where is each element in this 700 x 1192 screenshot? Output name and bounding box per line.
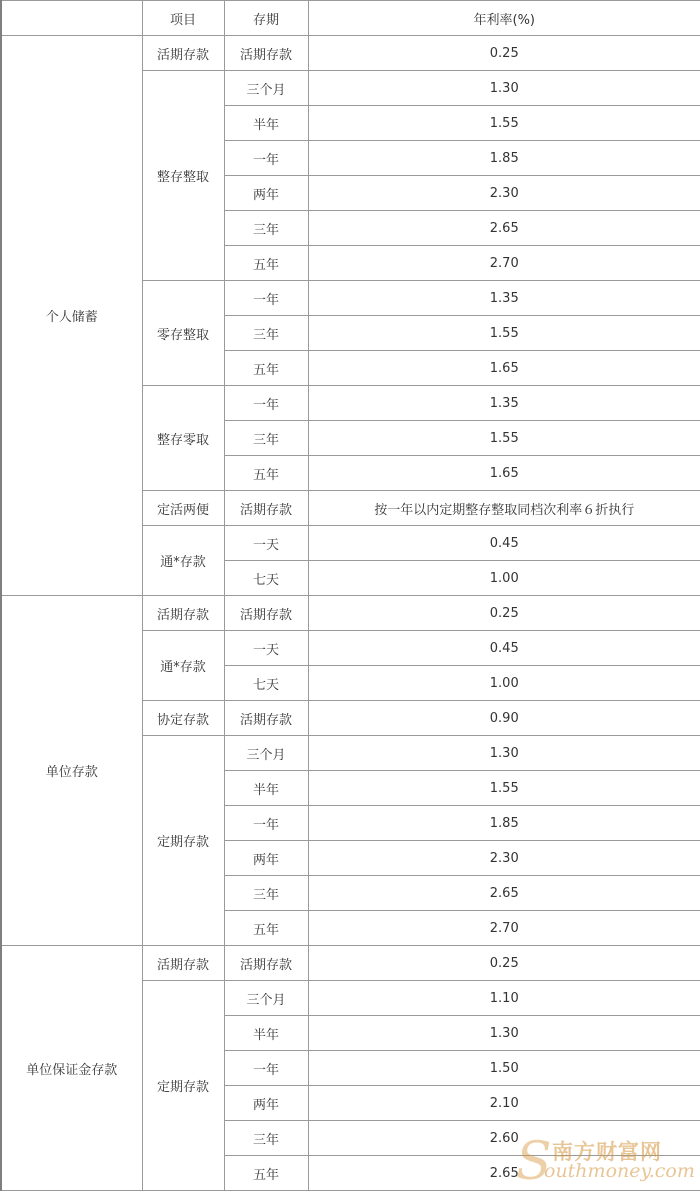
rate-cell: 1.00 <box>308 561 700 596</box>
rate-cell: 2.60 <box>308 1121 700 1156</box>
term-cell: 一年 <box>224 1051 308 1086</box>
rate-cell: 1.00 <box>308 666 700 701</box>
rate-cell: 1.35 <box>308 386 700 421</box>
table-header-row <box>1 1 700 36</box>
rate-cell: 1.55 <box>308 421 700 456</box>
rate-cell: 1.50 <box>308 1051 700 1086</box>
term-cell: 三个月 <box>224 736 308 771</box>
term-cell: 七天 <box>224 666 308 701</box>
term-cell: 三个月 <box>224 71 308 106</box>
term-cell: 三年 <box>224 211 308 246</box>
rate-cell: 0.25 <box>308 946 700 981</box>
term-cell: 七天 <box>224 561 308 596</box>
header-item: 项目 <box>142 1 224 36</box>
rate-cell: 2.65 <box>308 211 700 246</box>
rate-cell: 0.25 <box>308 36 700 71</box>
term-cell: 一年 <box>224 806 308 841</box>
group-name-cell: 单位存款 <box>1 596 142 946</box>
subgroup-name-cell: 活期存款 <box>142 596 224 631</box>
rate-cell: 0.25 <box>308 596 700 631</box>
term-cell: 三年 <box>224 421 308 456</box>
watermark-cn: 南方财富网 <box>552 1139 662 1164</box>
term-cell: 一年 <box>224 281 308 316</box>
rate-cell: 1.10 <box>308 981 700 1016</box>
subgroup-name-cell: 通*存款 <box>142 631 224 701</box>
table-row <box>1 36 700 71</box>
rate-cell: 0.45 <box>308 631 700 666</box>
term-cell: 三年 <box>224 1121 308 1156</box>
rate-cell: 1.65 <box>308 351 700 386</box>
term-cell: 两年 <box>224 176 308 211</box>
subgroup-name-cell: 活期存款 <box>142 36 224 71</box>
term-cell: 五年 <box>224 456 308 491</box>
rate-cell: 1.55 <box>308 316 700 351</box>
group-name-cell: 个人储蓄 <box>1 36 142 596</box>
term-cell: 活期存款 <box>224 596 308 631</box>
rate-cell: 2.30 <box>308 176 700 211</box>
subgroup-name-cell: 定期存款 <box>142 981 224 1191</box>
term-cell: 活期存款 <box>224 701 308 736</box>
subgroup-name-cell: 活期存款 <box>142 946 224 981</box>
rate-cell: 1.30 <box>308 1016 700 1051</box>
term-cell: 活期存款 <box>224 946 308 981</box>
rate-cell: 1.35 <box>308 281 700 316</box>
term-cell: 五年 <box>224 1156 308 1191</box>
term-cell: 半年 <box>224 1016 308 1051</box>
rate-cell: 2.30 <box>308 841 700 876</box>
term-cell: 五年 <box>224 351 308 386</box>
term-cell: 一年 <box>224 386 308 421</box>
rate-cell: 1.55 <box>308 106 700 141</box>
subgroup-name-cell: 协定存款 <box>142 701 224 736</box>
rate-cell: 0.90 <box>308 701 700 736</box>
rate-cell: 1.55 <box>308 771 700 806</box>
rate-cell: 1.30 <box>308 736 700 771</box>
term-cell: 两年 <box>224 1086 308 1121</box>
watermark-initial: S <box>516 1132 552 1192</box>
term-cell: 半年 <box>224 771 308 806</box>
term-cell: 三个月 <box>224 981 308 1016</box>
term-cell: 两年 <box>224 841 308 876</box>
term-cell: 半年 <box>224 106 308 141</box>
term-cell: 一天 <box>224 631 308 666</box>
subgroup-name-cell: 零存整取 <box>142 281 224 386</box>
rate-cell: 2.70 <box>308 246 700 281</box>
rate-cell: 2.65 <box>308 876 700 911</box>
term-cell: 五年 <box>224 246 308 281</box>
subgroup-name-cell: 定活两便 <box>142 491 224 526</box>
term-cell: 三年 <box>224 876 308 911</box>
term-cell: 活期存款 <box>224 491 308 526</box>
table-row <box>1 596 700 631</box>
header-term: 存期 <box>224 1 308 36</box>
rate-cell: 1.30 <box>308 71 700 106</box>
subgroup-name-cell: 整存整取 <box>142 71 224 281</box>
rate-cell: 2.65 <box>308 1156 700 1191</box>
rate-cell: 0.45 <box>308 526 700 561</box>
header-blank <box>1 1 142 36</box>
term-cell: 五年 <box>224 911 308 946</box>
term-cell: 一天 <box>224 526 308 561</box>
group-name-cell: 单位保证金存款 <box>1 946 142 1191</box>
rate-cell: 1.85 <box>308 141 700 176</box>
subgroup-name-cell: 定期存款 <box>142 736 224 946</box>
subgroup-name-cell: 通*存款 <box>142 526 224 596</box>
rate-cell: 按一年以内定期整存整取同档次利率６折执行 <box>308 491 700 526</box>
term-cell: 一年 <box>224 141 308 176</box>
rate-cell: 2.70 <box>308 911 700 946</box>
header-rate: 年利率(%) <box>308 1 700 36</box>
subgroup-name-cell: 整存零取 <box>142 386 224 491</box>
term-cell: 活期存款 <box>224 36 308 71</box>
table-body <box>1 36 700 1191</box>
term-cell: 三年 <box>224 316 308 351</box>
rate-cell: 2.10 <box>308 1086 700 1121</box>
watermark-en: outhmoney.com <box>544 1160 695 1182</box>
rate-cell: 1.65 <box>308 456 700 491</box>
table-row <box>1 946 700 981</box>
rate-cell: 1.85 <box>308 806 700 841</box>
